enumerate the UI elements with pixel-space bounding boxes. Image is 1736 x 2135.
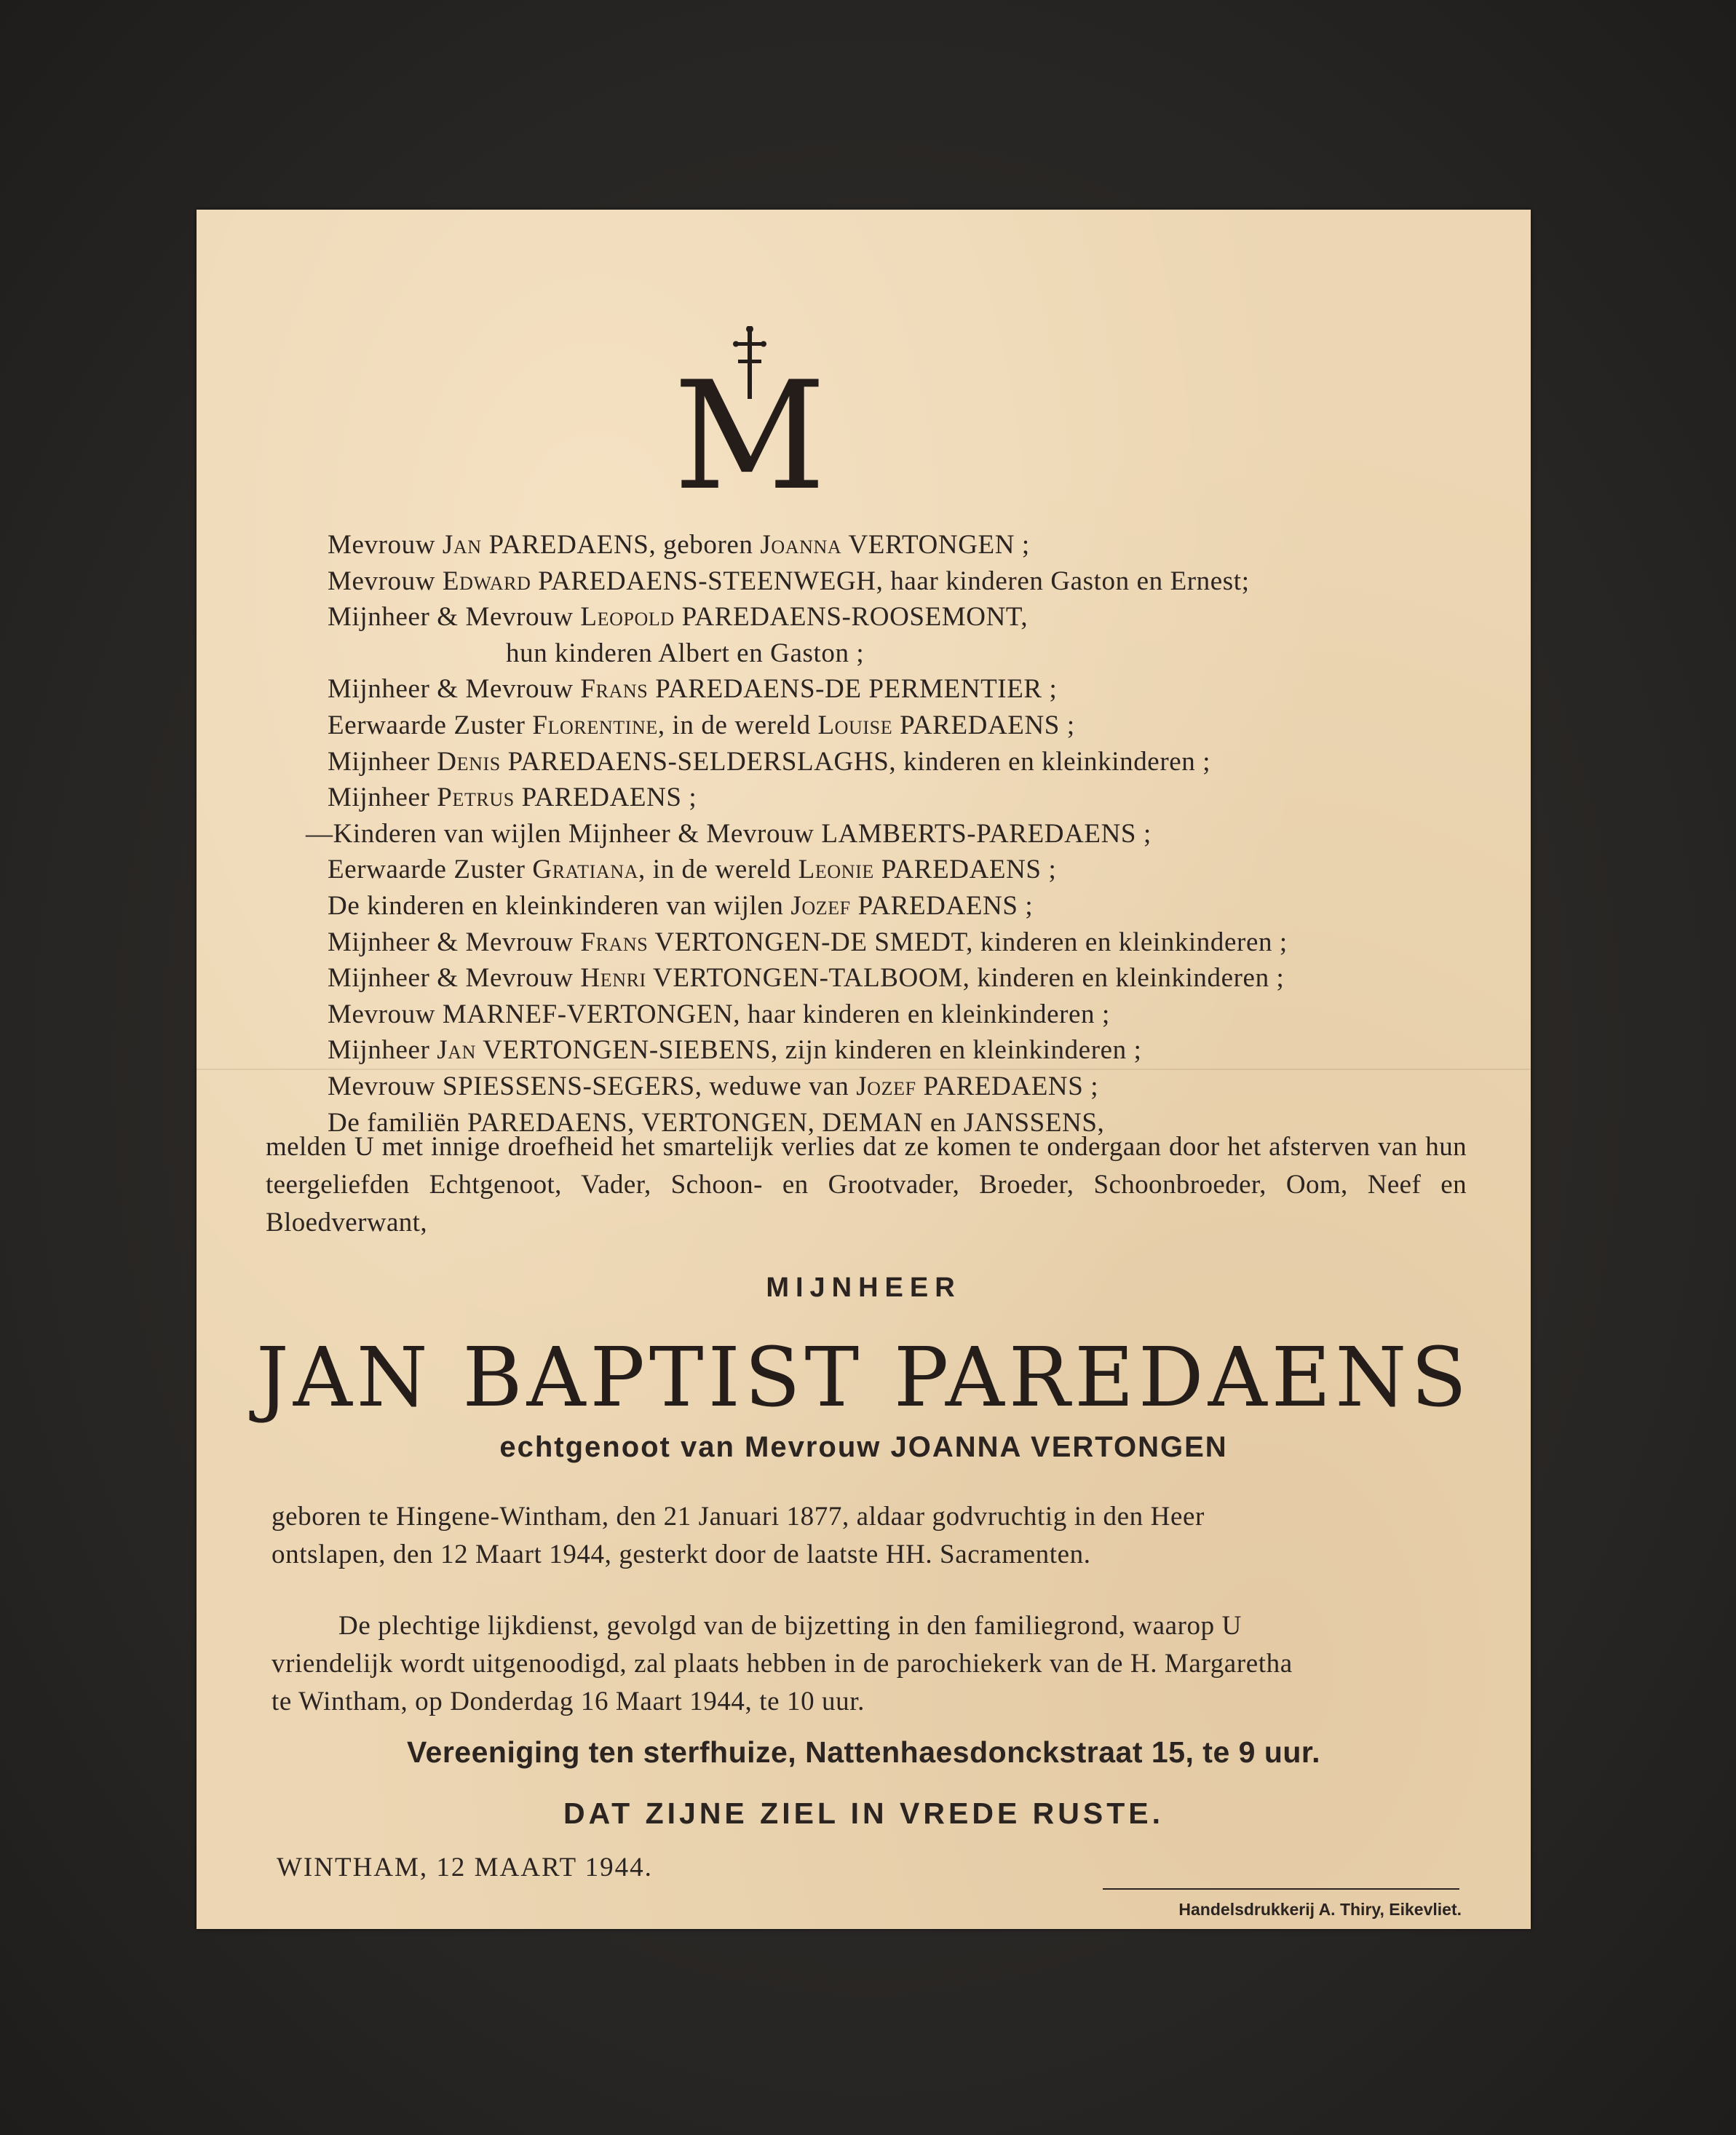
mourner-text: —Kinderen van wijlen Mijnheer & Mevrouw LAMBERTS-PAREDAENS ; [306, 818, 1152, 849]
given-name: Frans [580, 674, 649, 705]
given-name: Edward [442, 566, 531, 596]
mourner-text: Eerwaarde Zuster [328, 855, 533, 885]
marian-monogram [662, 326, 837, 494]
mourner-line [328, 563, 1507, 600]
mourner-text: hun kinderen Albert en Gaston ; [506, 638, 865, 668]
given-name: Louise [817, 710, 893, 740]
mourner-line [328, 888, 1507, 924]
mourner-text: De kinderen en kleinkinderen van wijlen [328, 890, 791, 921]
given-name: Denis [437, 746, 501, 777]
mourner-text: PAREDAENS ; [916, 1071, 1099, 1101]
given-name: Leonie [798, 855, 874, 885]
mourner-text: PAREDAENS ; [514, 783, 697, 813]
mourner-text: Mevrouw SPIESSENS-SEGERS, weduwe van [328, 1071, 857, 1101]
deceased-name: JAN BAPTIST PAREDAENS [255, 1331, 1472, 1425]
mourner-text: PAREDAENS ; [850, 890, 1034, 921]
mourner-line [328, 1069, 1507, 1105]
mourner-text: PAREDAENS-STEENWEGH, haar kinderen Gaston en Ernest; [531, 566, 1250, 596]
mourner-text: Mijnheer [328, 783, 437, 813]
given-name: Henri [580, 963, 646, 994]
mourner-text: Mijnheer [328, 1035, 437, 1066]
mourner-text: Eerwaarde Zuster [328, 710, 533, 740]
mourner-text: VERTONGEN-TALBOOM, kinderen en kleinkinderen ; [646, 963, 1285, 994]
given-name: Leopold [580, 602, 675, 633]
mourner-line [328, 671, 1507, 708]
death-notice-card [197, 210, 1531, 1929]
mourner-text: Mijnheer & Mevrouw [328, 602, 581, 633]
place-and-date: WINTHAM, 12 MAART 1944. [277, 1853, 653, 1882]
birth-line-1: geboren te Hingene-Wintham, den 21 Januari 1877, aldaar godvruchtig in den Heer [272, 1502, 1205, 1532]
honorific-title: MIJNHEER [766, 1272, 962, 1303]
mourner-line [328, 997, 1507, 1033]
mourner-text: Mijnheer [328, 746, 437, 777]
mourner-line [328, 960, 1507, 997]
mourner-text: PAREDAENS-SELDERSLAGHS, kinderen en kleinkinderen ; [500, 746, 1211, 777]
mourner-text: Mijnheer & Mevrouw [328, 963, 581, 994]
mourner-line [328, 708, 1507, 744]
announcement-intro: melden U met innige droefheid het smartelijk verlies dat ze komen te ondergaan door het afsterven van hun teergeliefden Echtgenoot, Vader, Schoon- en Grootvader, Broeder, Schoonbroeder, Oom, Neef en Bloedverwant, [266, 1132, 1467, 1237]
given-name: Frans [580, 927, 649, 957]
mourner-text: VERTONGEN ; [841, 530, 1030, 560]
mourner-text: PAREDAENS-DE PERMENTIER ; [648, 674, 1058, 705]
mourner-text: PAREDAENS ; [892, 710, 1075, 740]
mourner-text: Mijnheer & Mevrouw [328, 927, 581, 957]
mourner-line [306, 816, 1507, 852]
mourner-text: Mevrouw [328, 530, 443, 560]
funeral-line-1: De plechtige lijkdienst, gevolgd van de bijzetting in den familiegrond, waarop U [338, 1611, 1242, 1641]
spouse-line: echtgenoot van Mevrouw JOANNA VERTONGEN [499, 1431, 1228, 1463]
monogram-letter: M [673, 350, 826, 494]
given-name: Florentine [532, 710, 658, 740]
given-name: Jan [442, 530, 482, 560]
given-name: Jozef [856, 1071, 916, 1101]
mourner-line [328, 527, 1507, 563]
funeral-line-2: vriendelijk wordt uitgenoodigd, zal plaats hebben in de parochiekerk van de H. Margaretha [272, 1649, 1293, 1679]
birth-death-paragraph [272, 1498, 1465, 1574]
mourner-text: PAREDAENS, geboren [481, 530, 761, 560]
funeral-line-3: te Wintham, op Donderdag 16 Maart 1944, te 10 uur. [272, 1687, 865, 1716]
mourner-text: PAREDAENS ; [873, 855, 1057, 885]
printer-credit: Handelsdrukkerij A. Thiry, Eikevliet. [1178, 1900, 1462, 1919]
mourner-text: Mevrouw [328, 566, 443, 596]
mourner-text: De familiën PAREDAENS, VERTONGEN, DEMAN en JANSSENS, [328, 1107, 1105, 1138]
mourner-line [328, 635, 1507, 672]
mourner-text: , in de wereld [657, 710, 818, 740]
given-name: Joanna [760, 530, 842, 560]
given-name: Jan [437, 1035, 477, 1066]
mourner-line [328, 599, 1507, 635]
printer-rule [1103, 1888, 1459, 1890]
mourner-line [328, 744, 1507, 780]
given-name: Jozef [790, 890, 851, 921]
birth-line-2: ontslapen, den 12 Maart 1944, gesterkt door de laatste HH. Sacramenten. [272, 1540, 1091, 1569]
gathering-notice: Vereeniging ten sterfhuize, Nattenhaesdonckstraat 15, te 9 uur. [406, 1735, 1321, 1769]
mourner-text: Mijnheer & Mevrouw [328, 674, 581, 705]
funeral-paragraph [272, 1607, 1465, 1721]
mourner-line [328, 780, 1507, 816]
mourner-line [328, 1032, 1507, 1069]
given-name: Gratiana [532, 855, 639, 885]
mourner-line [328, 924, 1507, 961]
rest-in-peace-line: DAT ZIJNE ZIEL IN VREDE RUSTE. [563, 1797, 1165, 1830]
mourners-list [306, 527, 1507, 1141]
mourner-text: VERTONGEN-DE SMEDT, kinderen en kleinkinderen ; [648, 927, 1288, 957]
given-name: Petrus [437, 783, 515, 813]
mourner-line [328, 852, 1507, 888]
mourner-text: VERTONGEN-SIEBENS, zijn kinderen en kleinkinderen ; [476, 1035, 1142, 1066]
mourner-text: PAREDAENS-ROOSEMONT, [674, 602, 1028, 633]
mourner-text: Mevrouw MARNEF-VERTONGEN, haar kinderen en kleinkinderen ; [328, 999, 1110, 1029]
mourner-text: , in de wereld [638, 855, 798, 885]
